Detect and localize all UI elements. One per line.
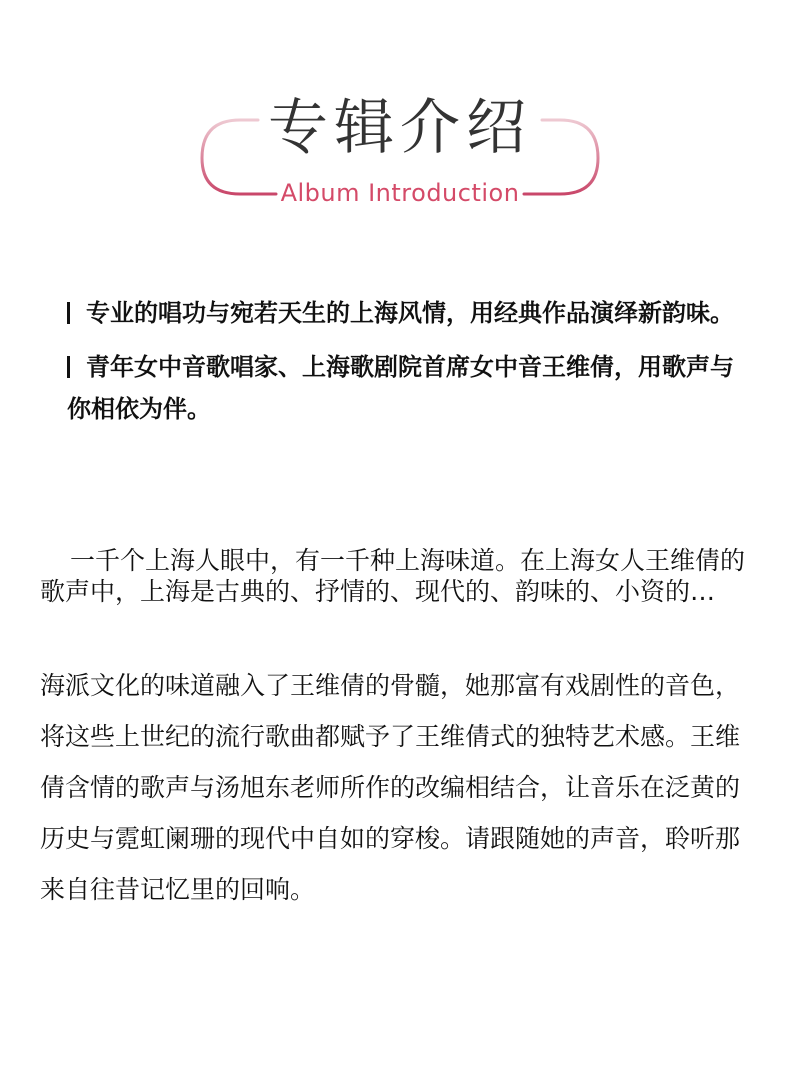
highlight-text: 专业的唱功与宛若天生的上海风情，用经典作品演绎新韵味。 bbox=[86, 299, 734, 327]
section-subtitle: Album Introduction bbox=[280, 179, 520, 207]
section-title: 专辑介绍 bbox=[268, 93, 532, 163]
bullet-bar-icon bbox=[67, 356, 70, 378]
highlight-item bbox=[67, 346, 757, 430]
highlight-item bbox=[67, 292, 757, 334]
highlights-list bbox=[67, 292, 757, 442]
highlight-text: 青年女中音歌唱家、上海歌剧院首席女中音王维倩，用歌声与你相依为伴。 bbox=[67, 353, 734, 423]
section-header bbox=[0, 0, 800, 230]
body-paragraph: 海派文化的味道融入了王维倩的骨髓，她那富有戏剧性的音色，将这些上世纪的流行歌曲都赋予了王维倩式的独特艺术感。王维倩含情的歌声与汤旭东老师所作的改编相结合，让音乐在泛黄的历史与霓虹阑珊的现代中自如的穿梭。请跟随她的声音，聆听那来自往昔记忆里的回响。 bbox=[40, 671, 741, 904]
bullet-bar-icon bbox=[67, 302, 70, 324]
lead-paragraph: 一千个上海人眼中，有一千种上海味道。在上海女人王维倩的歌声中，上海是古典的、抒情的、现代的、韵味的、小资的… bbox=[40, 546, 746, 606]
